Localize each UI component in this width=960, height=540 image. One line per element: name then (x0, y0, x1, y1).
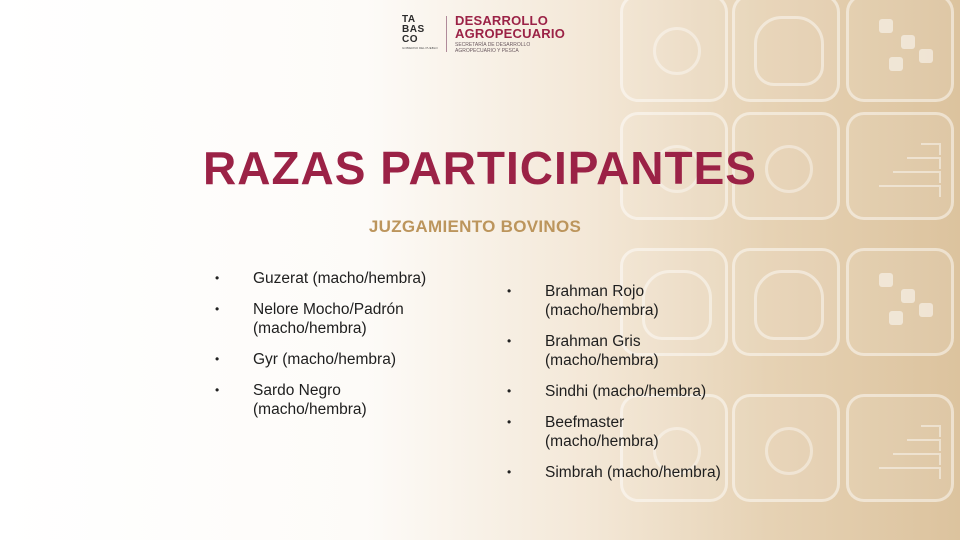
list-item-text: Gyr (macho/hembra) (253, 351, 396, 368)
bullet-icon: • (507, 384, 512, 398)
breed-list-right (507, 282, 787, 494)
list-item (507, 463, 787, 482)
slide-title: RAZAS PARTICIPANTES (203, 142, 757, 194)
header-logo (402, 14, 565, 54)
tabasco-logo-text: TA BAS CO (402, 14, 425, 45)
list-item-text: Nelore Mocho/Padrón (253, 301, 404, 318)
tabasco-logo-subtext: GOBIERNO DEL PUEBLO (402, 46, 438, 50)
list-item (215, 269, 495, 288)
department-line1: DESARROLLO (455, 13, 548, 28)
logo-divider (446, 16, 447, 52)
list-item (507, 282, 787, 320)
flower-glyph-icon (620, 0, 728, 102)
list-item-text: (macho/hembra) (545, 433, 659, 450)
list-item-text: Guzerat (macho/hembra) (253, 270, 427, 287)
bullet-icon: • (507, 415, 512, 429)
list-item-text: Simbrah (macho/hembra) (545, 464, 721, 481)
bullet-icon: • (215, 302, 220, 316)
dots-glyph-icon (846, 0, 954, 102)
bullet-icon: • (215, 271, 220, 285)
slide-subtitle: JUZGAMIENTO BOVINOS (368, 217, 582, 236)
list-item-text: Sardo Negro (253, 382, 341, 399)
stepped-pyramid-icon (846, 394, 954, 502)
list-item-text: Brahman Gris (545, 333, 641, 350)
list-item-text: (macho/hembra) (545, 302, 659, 319)
department-line2: AGROPECUARIO (455, 26, 566, 41)
department-subtitle: SECRETARÍA DE DESARROLLO AGROPECUARIO Y PESCA (455, 42, 531, 54)
list-item-text: (macho/hembra) (253, 401, 367, 418)
bullet-icon: • (507, 465, 512, 479)
bullet-icon: • (507, 334, 512, 348)
list-item (215, 300, 495, 338)
list-item-text: Beefmaster (545, 414, 625, 431)
department-name (455, 14, 565, 54)
list-item-text: Sindhi (macho/hembra) (545, 383, 707, 400)
list-item-text: (macho/hembra) (545, 352, 659, 369)
list-item (507, 413, 787, 451)
list-item (215, 350, 495, 369)
breed-list-left (215, 269, 495, 431)
bullet-icon: • (507, 284, 512, 298)
list-item (507, 382, 787, 401)
list-item-text: Brahman Rojo (545, 283, 645, 300)
list-item-text: (macho/hembra) (253, 320, 367, 337)
bullet-icon: • (215, 383, 220, 397)
olmec-head-icon (732, 0, 840, 102)
tabasco-logo (402, 15, 440, 53)
list-item (507, 332, 787, 370)
dots-glyph-icon (846, 248, 954, 356)
list-item (215, 381, 495, 419)
bullet-icon: • (215, 352, 220, 366)
